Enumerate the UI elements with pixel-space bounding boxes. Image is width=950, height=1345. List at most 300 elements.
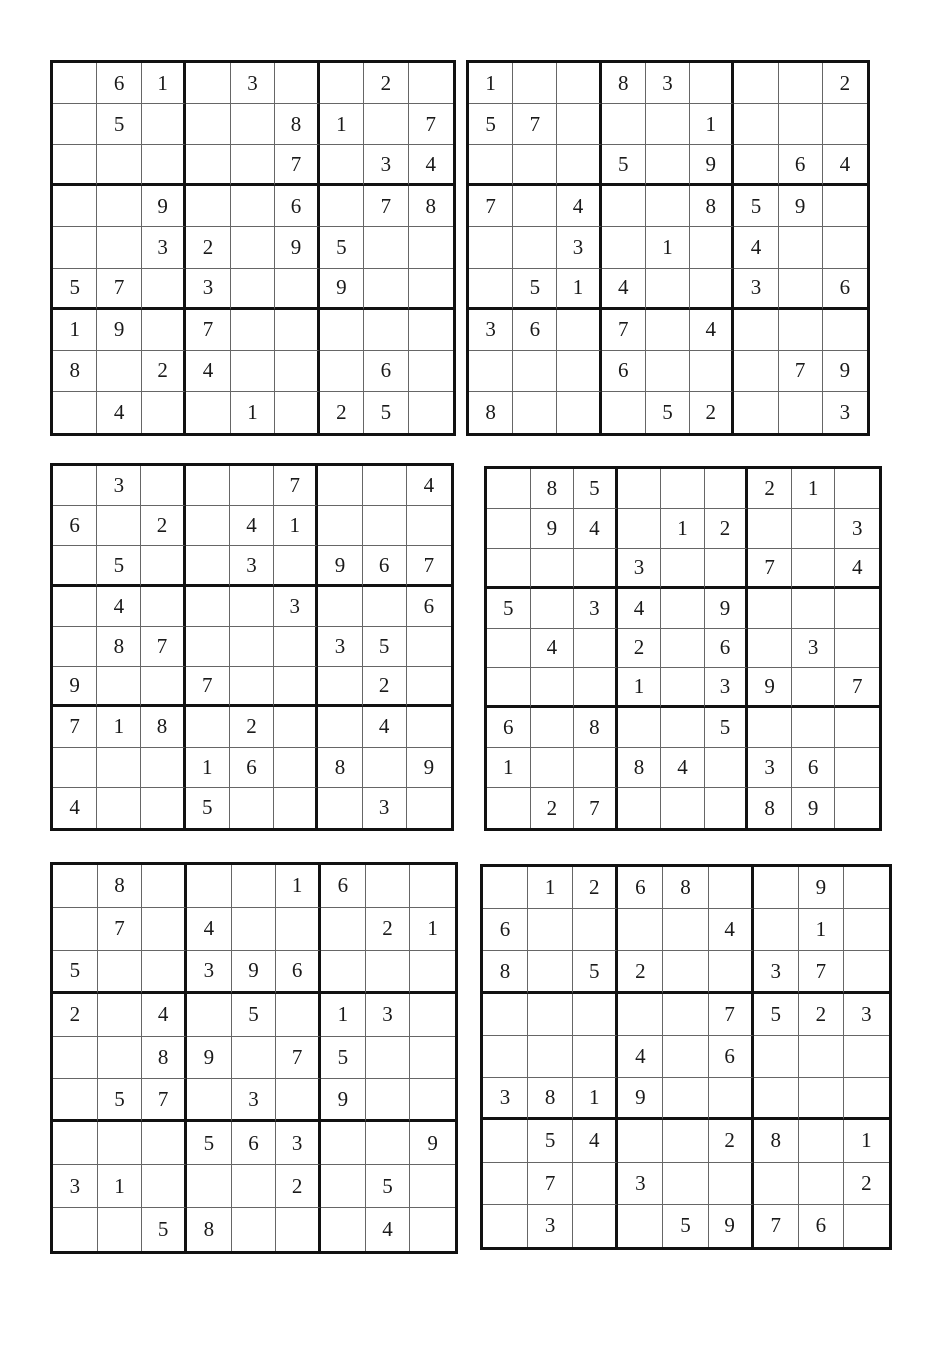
sudoku-cell [142, 351, 186, 392]
cell-digit: 1 [69, 317, 80, 342]
sudoku-cell [799, 1163, 844, 1205]
sudoku-cell [792, 708, 836, 748]
cell-digit: 7 [815, 958, 827, 983]
cell-digit: 5 [618, 151, 629, 176]
sudoku-cell [705, 469, 749, 509]
sudoku-cell [320, 392, 364, 433]
sudoku-cell [187, 1037, 232, 1080]
cell-digit: 3 [764, 755, 775, 780]
sudoku-cell [232, 1079, 277, 1122]
sudoku-cell [53, 1037, 98, 1080]
sudoku-cell [410, 1165, 455, 1208]
sudoku-puzzle-6 [480, 864, 892, 1250]
sudoku-cell [799, 1036, 844, 1078]
sudoku-cell [734, 227, 778, 268]
sudoku-cell [366, 951, 411, 994]
sudoku-cell [410, 994, 455, 1037]
sudoku-puzzle-5 [50, 862, 458, 1254]
cell-digit: 3 [202, 275, 214, 300]
sudoku-cell [844, 867, 889, 909]
sudoku-cell [844, 1120, 889, 1162]
sudoku-cell [364, 269, 408, 310]
sudoku-cell [705, 549, 749, 589]
cell-digit: 6 [815, 1213, 827, 1238]
sudoku-cell [574, 788, 618, 828]
sudoku-cell [141, 466, 185, 506]
cell-digit: 7 [425, 111, 437, 136]
sudoku-cell [142, 1165, 187, 1208]
sudoku-cell [469, 227, 513, 268]
sudoku-cell [231, 63, 275, 104]
sudoku-cell [53, 627, 97, 667]
sudoku-cell [799, 1205, 844, 1247]
sudoku-cell [97, 310, 141, 351]
cell-digit: 1 [861, 1128, 872, 1153]
sudoku-cell [573, 909, 618, 951]
sudoku-cell [274, 506, 318, 546]
sudoku-cell [409, 351, 453, 392]
cell-digit: 5 [157, 1217, 169, 1242]
sudoku-cell [97, 788, 141, 828]
cell-digit: 6 [69, 513, 80, 538]
cell-digit: 6 [499, 917, 511, 942]
sudoku-cell [53, 667, 97, 707]
sudoku-cell [53, 466, 97, 506]
cell-digit: 9 [290, 234, 302, 259]
cell-digit: 1 [114, 1173, 125, 1198]
cell-digit: 4 [589, 1128, 600, 1153]
sudoku-cell [779, 269, 823, 310]
sudoku-cell [574, 668, 618, 708]
sudoku-cell [844, 951, 889, 993]
cell-digit: 3 [861, 1001, 872, 1026]
sudoku-cell [230, 788, 274, 828]
sudoku-cell [53, 788, 97, 828]
sudoku-cell [53, 1079, 98, 1122]
cell-digit: 1 [289, 513, 300, 538]
sudoku-cell [734, 186, 778, 227]
cell-digit: 5 [485, 111, 496, 136]
cell-digit: 1 [427, 916, 438, 941]
sudoku-cell [709, 1036, 754, 1078]
sudoku-cell [186, 506, 230, 546]
sudoku-cell [574, 509, 618, 549]
sudoku-cell [513, 392, 557, 433]
cell-digit: 1 [247, 399, 258, 424]
sudoku-cell [320, 145, 364, 186]
sudoku-cell [363, 788, 407, 828]
sudoku-cell [557, 392, 601, 433]
sudoku-cell [573, 1120, 618, 1162]
sudoku-cell [844, 994, 889, 1036]
cell-digit: 5 [380, 399, 392, 424]
sudoku-cell [410, 1122, 455, 1165]
sudoku-cell [276, 1122, 321, 1165]
sudoku-cell [364, 392, 408, 433]
cell-digit: 3 [380, 151, 392, 176]
cell-digit: 2 [724, 1128, 735, 1153]
sudoku-cell [705, 509, 749, 549]
sudoku-cell [275, 63, 319, 104]
cell-digit: 2 [246, 714, 257, 739]
cell-digit: 3 [635, 1170, 646, 1195]
sudoku-cell [487, 788, 531, 828]
sudoku-cell [53, 351, 97, 392]
cell-digit: 5 [382, 1173, 393, 1198]
cell-digit: 7 [291, 1044, 303, 1069]
cell-digit: 2 [589, 875, 600, 900]
sudoku-cell [799, 994, 844, 1036]
sudoku-cell [364, 351, 408, 392]
sudoku-cell [844, 909, 889, 951]
sudoku-cell [142, 104, 186, 145]
sudoku-cell [366, 908, 411, 951]
sudoku-cell [690, 392, 734, 433]
cell-digit: 8 [157, 1044, 169, 1069]
cell-digit: 4 [677, 755, 688, 780]
cell-digit: 1 [572, 275, 584, 300]
sudoku-cell [363, 587, 407, 627]
sudoku-cell [574, 629, 618, 669]
sudoku-cell [528, 994, 573, 1036]
cell-digit: 5 [248, 1002, 259, 1027]
sudoku-cell [276, 908, 321, 951]
cell-digit: 5 [503, 595, 514, 620]
sudoku-cell [690, 186, 734, 227]
cell-digit: 4 [589, 515, 600, 540]
cell-digit: 5 [378, 633, 390, 658]
sudoku-cell [230, 627, 274, 667]
cell-digit: 5 [529, 275, 541, 300]
cell-digit: 1 [337, 1002, 349, 1027]
cell-digit: 8 [618, 70, 629, 95]
sudoku-cell [318, 748, 362, 788]
sudoku-cell [364, 145, 408, 186]
cell-digit: 8 [770, 1128, 781, 1153]
sudoku-cell [321, 1037, 366, 1080]
cell-digit: 5 [69, 275, 80, 300]
cell-digit: 7 [202, 317, 214, 342]
sudoku-cell [661, 629, 705, 669]
cell-digit: 3 [807, 635, 819, 660]
sudoku-cell [646, 351, 690, 392]
sudoku-cell [844, 1078, 889, 1120]
cell-digit: 4 [705, 317, 716, 342]
sudoku-cell [835, 549, 879, 589]
sudoku-cell [320, 186, 364, 227]
cell-digit: 1 [291, 873, 303, 898]
sudoku-cell [705, 629, 749, 669]
cell-digit: 5 [203, 1130, 215, 1155]
cell-digit: 1 [503, 755, 514, 780]
sudoku-cell [98, 1037, 143, 1080]
sudoku-cell [754, 909, 799, 951]
cell-digit: 4 [546, 635, 558, 660]
cell-digit: 3 [291, 1130, 303, 1155]
sudoku-cell [53, 748, 97, 788]
sudoku-cell [835, 708, 879, 748]
sudoku-cell [363, 667, 407, 707]
sudoku-cell [142, 994, 187, 1037]
cell-digit: 4 [572, 193, 584, 218]
cell-digit: 4 [724, 917, 735, 942]
sudoku-cell [275, 104, 319, 145]
sudoku-cell [690, 269, 734, 310]
sudoku-cell [366, 1079, 411, 1122]
sudoku-cell [409, 269, 453, 310]
cell-digit: 9 [337, 1086, 349, 1111]
sudoku-cell [469, 392, 513, 433]
sudoku-cell [779, 63, 823, 104]
sudoku-cell [618, 1078, 663, 1120]
sudoku-cell [320, 351, 364, 392]
sudoku-cell [823, 269, 867, 310]
cell-digit: 7 [589, 795, 600, 820]
sudoku-cell [409, 186, 453, 227]
sudoku-cell [754, 1078, 799, 1120]
sudoku-cell [531, 629, 575, 669]
sudoku-cell [557, 63, 601, 104]
sudoku-cell [407, 748, 451, 788]
sudoku-cell [53, 865, 98, 908]
sudoku-cell [618, 1205, 663, 1247]
sudoku-cell [602, 269, 646, 310]
sudoku-cell [97, 269, 141, 310]
sudoku-cell [531, 708, 575, 748]
sudoku-cell [528, 1205, 573, 1247]
sudoku-cell [734, 392, 778, 433]
sudoku-cell [792, 788, 836, 828]
sudoku-cell [363, 506, 407, 546]
cell-digit: 3 [851, 515, 863, 540]
cell-digit: 4 [69, 795, 80, 820]
sudoku-cell [320, 227, 364, 268]
cell-digit: 6 [378, 552, 390, 577]
sudoku-cell [409, 227, 453, 268]
sudoku-cell [748, 788, 792, 828]
sudoku-cell [410, 1037, 455, 1080]
sudoku-cell [142, 227, 186, 268]
sudoku-cell [663, 1078, 708, 1120]
sudoku-cell [483, 1205, 528, 1247]
sudoku-cell [318, 466, 362, 506]
sudoku-cell [407, 667, 451, 707]
cell-digit: 8 [764, 795, 775, 820]
cell-digit: 6 [635, 875, 646, 900]
sudoku-cell [275, 310, 319, 351]
sudoku-cell [513, 145, 557, 186]
cell-digit: 4 [246, 513, 257, 538]
cell-digit: 7 [724, 1001, 735, 1026]
sudoku-cell [835, 509, 879, 549]
sudoku-cell [320, 63, 364, 104]
sudoku-cell [230, 466, 274, 506]
sudoku-cell [363, 466, 407, 506]
cell-digit: 2 [815, 1001, 827, 1026]
sudoku-cell [274, 788, 318, 828]
sudoku-cell [187, 994, 232, 1037]
sudoku-cell [186, 310, 230, 351]
sudoku-cell [410, 1208, 455, 1251]
sudoku-cell [754, 1120, 799, 1162]
sudoku-cell [469, 351, 513, 392]
cell-digit: 8 [705, 193, 716, 218]
sudoku-cell [734, 145, 778, 186]
sudoku-cell [232, 951, 277, 994]
sudoku-cell [709, 867, 754, 909]
sudoku-cell [142, 865, 187, 908]
cell-digit: 5 [589, 475, 600, 500]
cell-digit: 1 [633, 674, 645, 699]
sudoku-cell [487, 589, 531, 629]
sudoku-cell [187, 951, 232, 994]
sudoku-cell [364, 63, 408, 104]
sudoku-cell [276, 1037, 321, 1080]
sudoku-cell [754, 1163, 799, 1205]
sudoku-cell [835, 469, 879, 509]
sudoku-cell [709, 1078, 754, 1120]
sudoku-cell [276, 994, 321, 1037]
sudoku-cell [275, 186, 319, 227]
cell-digit: 7 [544, 1170, 556, 1195]
sudoku-cell [574, 748, 618, 788]
sudoku-cell [602, 104, 646, 145]
sudoku-cell [97, 392, 141, 433]
sudoku-cell [53, 506, 97, 546]
cell-digit: 9 [719, 595, 731, 620]
sudoku-cell [734, 104, 778, 145]
cell-digit: 4 [203, 916, 215, 941]
sudoku-cell [823, 145, 867, 186]
sudoku-puzzle-3 [50, 463, 454, 831]
cell-digit: 6 [794, 151, 806, 176]
sudoku-cell [513, 63, 557, 104]
cell-digit: 5 [114, 1086, 125, 1111]
sudoku-cell [366, 1037, 411, 1080]
sudoku-cell [321, 1208, 366, 1251]
cell-digit: 7 [618, 317, 629, 342]
cell-digit: 2 [378, 673, 390, 698]
cell-digit: 7 [794, 358, 806, 383]
cell-digit: 7 [113, 275, 125, 300]
sudoku-cell [661, 589, 705, 629]
sudoku-cell [835, 668, 879, 708]
sudoku-cell [318, 627, 362, 667]
cell-digit: 6 [380, 358, 392, 383]
sudoku-cell [513, 310, 557, 351]
sudoku-cell [141, 748, 185, 788]
sudoku-cell [275, 145, 319, 186]
sudoku-cell [792, 589, 836, 629]
cell-digit: 9 [794, 193, 806, 218]
sudoku-cell [618, 589, 662, 629]
cell-digit: 3 [589, 595, 600, 620]
cell-digit: 2 [380, 70, 392, 95]
sudoku-cell [275, 227, 319, 268]
sudoku-cell [531, 788, 575, 828]
sudoku-cell [618, 748, 662, 788]
sudoku-cell [663, 1205, 708, 1247]
sudoku-cell [186, 63, 230, 104]
sudoku-cell [531, 589, 575, 629]
sudoku-cell [483, 909, 528, 951]
sudoku-cell [573, 867, 618, 909]
cell-digit: 7 [289, 473, 300, 498]
sudoku-cell [734, 269, 778, 310]
cell-digit: 6 [719, 635, 731, 660]
sudoku-cell [53, 1165, 98, 1208]
sudoku-cell [274, 466, 318, 506]
sudoku-cell [823, 63, 867, 104]
sudoku-cell [410, 865, 455, 908]
cell-digit: 9 [423, 754, 435, 779]
sudoku-cell [618, 469, 662, 509]
sudoku-cell [230, 546, 274, 586]
sudoku-cell [275, 269, 319, 310]
cell-digit: 3 [485, 317, 496, 342]
sudoku-cell [186, 748, 230, 788]
sudoku-cell [366, 994, 411, 1037]
sudoku-cell [531, 748, 575, 788]
sudoku-cell [528, 867, 573, 909]
sudoku-cell [487, 469, 531, 509]
cell-digit: 7 [69, 714, 80, 739]
sudoku-cell [97, 667, 141, 707]
sudoku-cell [97, 351, 141, 392]
cell-digit: 8 [113, 633, 125, 658]
cell-digit: 8 [544, 1085, 556, 1110]
sudoku-cell [513, 104, 557, 145]
cell-digit: 1 [157, 70, 168, 95]
cell-digit: 3 [247, 70, 258, 95]
cell-digit: 4 [378, 714, 390, 739]
sudoku-cell [573, 1078, 618, 1120]
sudoku-cell [97, 466, 141, 506]
cell-digit: 2 [719, 515, 731, 540]
sudoku-cell [97, 587, 141, 627]
cell-digit: 8 [499, 958, 511, 983]
sudoku-cell [690, 104, 734, 145]
sudoku-cell [690, 351, 734, 392]
sudoku-cell [528, 1036, 573, 1078]
sudoku-cell [276, 951, 321, 994]
sudoku-cell [409, 310, 453, 351]
sudoku-cell [232, 865, 277, 908]
sudoku-cell [230, 707, 274, 747]
sudoku-cell [754, 1205, 799, 1247]
sudoku-cell [646, 145, 690, 186]
sudoku-cell [748, 629, 792, 669]
cell-digit: 9 [248, 958, 259, 983]
cell-digit: 6 [290, 193, 302, 218]
sudoku-cell [483, 951, 528, 993]
sudoku-cell [531, 668, 575, 708]
sudoku-cell [574, 549, 618, 589]
cell-digit: 5 [336, 234, 347, 259]
cell-digit: 8 [156, 714, 168, 739]
sudoku-cell [97, 145, 141, 186]
sudoku-cell [792, 509, 836, 549]
sudoku-cell [618, 549, 662, 589]
sudoku-cell [748, 589, 792, 629]
cell-digit: 4 [202, 358, 214, 383]
cell-digit: 3 [248, 1086, 259, 1111]
cell-digit: 8 [546, 475, 558, 500]
sudoku-cell [646, 392, 690, 433]
cell-digit: 6 [839, 275, 851, 300]
sudoku-cell [320, 310, 364, 351]
sudoku-cell [487, 748, 531, 788]
